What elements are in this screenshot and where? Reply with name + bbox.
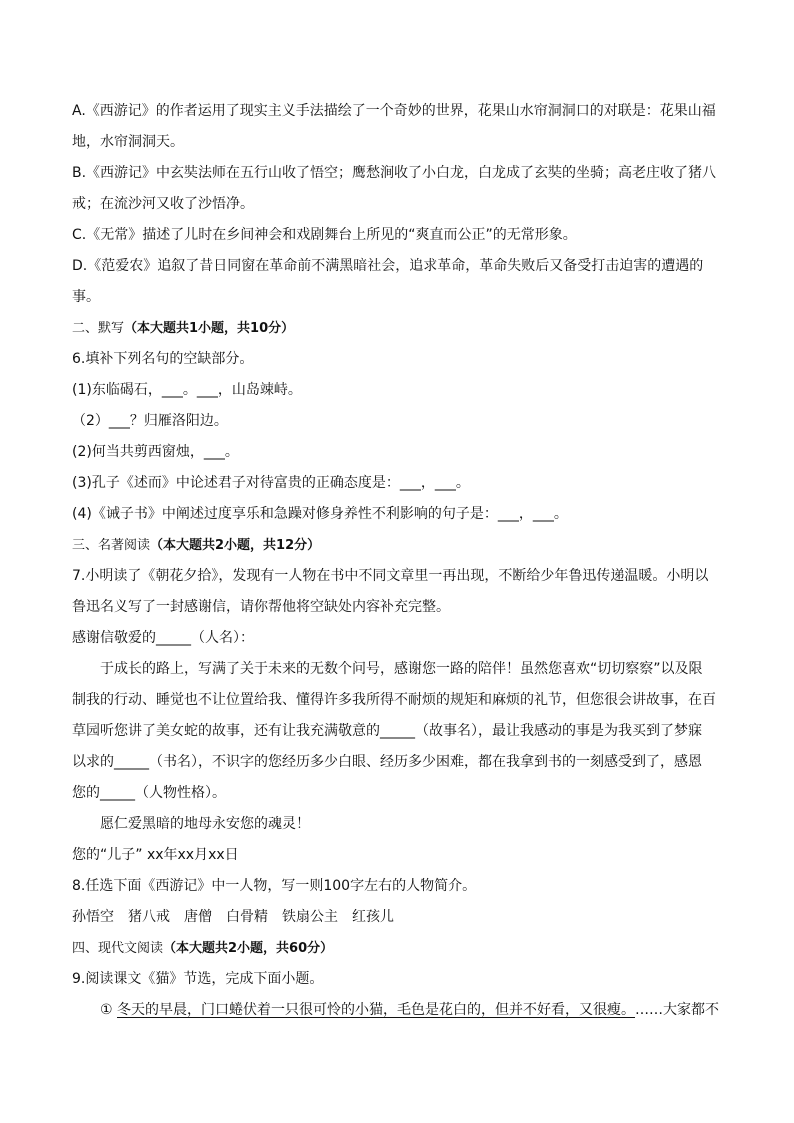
- section-3-note: （本大题共2小题，共12分）: [150, 538, 321, 553]
- question-8: 8.任选下面《西游记》中一人物，写一则100字左右的人物简介。: [72, 878, 477, 894]
- question-6-item-2: （2）___？归雁洛阳边。: [72, 413, 228, 429]
- letter-paragraph-1-line-4: 以求的_____（书名），不识字的您经历多少白眼、经历多少困难，都在我拿到书的一刻感受到了，感恩: [72, 754, 702, 770]
- section-3-heading: [72, 530, 724, 561]
- document-page: [72, 96, 724, 1026]
- section-4-note: （本大题共2小题，共60分）: [163, 941, 334, 956]
- section-4-heading: [72, 933, 724, 964]
- option-b-line-1: B.《西游记》中玄奘法师在五行山收了悟空；鹰愁涧收了小白龙，白龙成了玄奘的坐骑；高老庄收了猪八: [72, 165, 717, 181]
- option-a-line-1: A.《西游记》的作者运用了现实主义手法描绘了一个奇妙的世界，花果山水帘洞洞口的对联是：花果山福: [72, 103, 716, 119]
- option-c-line: C.《无常》描述了儿时在乡间神会和戏剧舞台上所见的“爽直而公正”的无常形象。: [72, 227, 577, 243]
- option-d-line-2: 事。: [72, 289, 100, 305]
- letter-greeting: 感谢信敬爱的_____（人名）：: [72, 630, 254, 646]
- option-a-line-2: 地，水帘洞洞天。: [72, 134, 184, 150]
- letter-paragraph-1-line-3: 草园听您讲了美女蛇的故事，还有让我充满敬意的_____（故事名），最让我感动的事是为我买到了梦寐: [72, 723, 702, 739]
- section-2-note: （本大题共1小题，共10分）: [124, 321, 295, 336]
- paragraph-number: ①: [100, 1002, 113, 1018]
- section-3-title: 三、名著阅读: [72, 538, 151, 553]
- letter-paragraph-2: 愿仁爱黑暗的地母永安您的魂灵！: [100, 816, 310, 832]
- underlined-sentence: 冬天的早晨，门口蜷伏着一只很可怜的小猫，毛色是花白的，但并不好看，又很瘦。: [117, 1002, 636, 1018]
- question-6-item-4: (3)孔子《述而》中论述君子对待富贵的正确态度是：___，___。: [72, 475, 470, 491]
- paragraph-continuation: ……大家都不: [635, 1002, 720, 1018]
- question-7-line-2: 鲁迅名义写了一封感谢信，请你帮他将空缺处内容补充完整。: [72, 599, 450, 615]
- question-8-character-list: 孙悟空 猪八戒 唐僧 白骨精 铁扇公主 红孩儿: [72, 909, 394, 925]
- question-7-line-1: 7.小明读了《朝花夕拾》，发现有一人物在书中不同文章里一再出现，不断给少年鲁迅传递温暖。小明以: [72, 568, 709, 584]
- question-6-item-1: (1)东临碣石，___。___，山岛竦峙。: [72, 382, 302, 398]
- letter-paragraph-1-line-1: 于成长的路上，写满了关于未来的无数个问号，感谢您一路的陪伴！虽然您喜欢“切切察察”以及限: [100, 661, 703, 677]
- question-6: 6.填补下列名句的空缺部分。: [72, 351, 254, 367]
- option-d-line-1: D.《范爱农》追叙了昔日同窗在革命前不满黑暗社会，追求革命，革命失败后又备受打击迫害的遭遇的: [72, 258, 704, 274]
- section-4-title: 四、现代文阅读: [72, 941, 164, 956]
- letter-paragraph-1-line-5: 您的_____（人物性格）。: [72, 785, 226, 801]
- section-2-title: 二、默写: [72, 321, 125, 336]
- question-9: 9.阅读课文《猫》节选，完成下面小题。: [72, 971, 324, 987]
- letter-paragraph-1-line-2: 制我的行动、睡觉也不让位置给我、懂得许多我所得不耐烦的规矩和麻烦的礼节，但您很会讲故事，在百: [72, 692, 716, 708]
- option-b-line-2: 戒；在流沙河又收了沙悟净。: [72, 196, 254, 212]
- letter-signature: 您的“儿子” xx年xx月xx日: [72, 847, 239, 863]
- passage-paragraph-1: [72, 995, 724, 1026]
- question-6-item-3: (2)何当共剪西窗烛，___。: [72, 444, 239, 460]
- section-2-heading: [72, 313, 724, 344]
- question-6-item-5: (4)《诫子书》中阐述过度享乐和急躁对修身养性不利影响的句子是：___，___。: [72, 506, 568, 522]
